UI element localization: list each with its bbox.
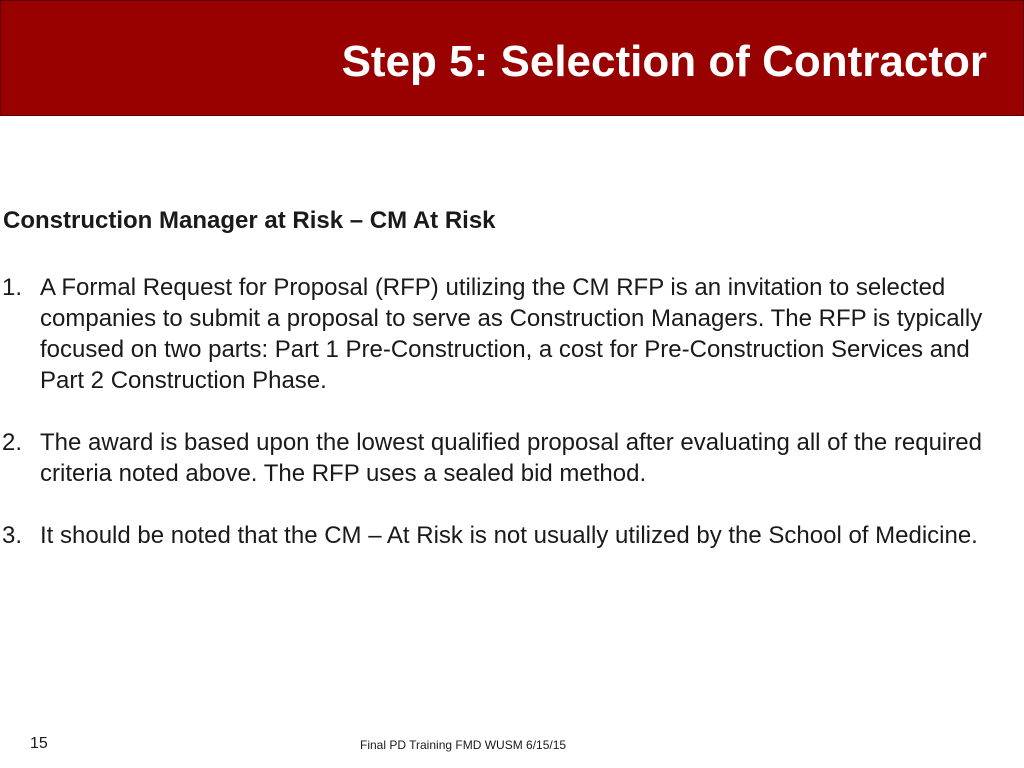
list-item-text: It should be noted that the CM – At Risk is not usually utilized by the School of Medicine. bbox=[40, 522, 978, 549]
numbered-list bbox=[0, 272, 1020, 582]
list-item-number: 2. bbox=[2, 429, 23, 456]
slide-title: Step 5: Selection of Contractor bbox=[341, 37, 987, 86]
section-heading: Construction Manager at Risk – CM At Risk bbox=[3, 207, 496, 234]
list-item-number: 3. bbox=[2, 522, 23, 549]
footer-text: Final PD Training FMD WUSM 6/15/15 bbox=[360, 738, 567, 752]
title-bar bbox=[0, 0, 1024, 116]
list-item-number: 1. bbox=[2, 274, 23, 301]
list-item bbox=[0, 520, 1020, 551]
slide-number: 15 bbox=[30, 735, 48, 752]
list-item bbox=[0, 272, 1020, 396]
list-item bbox=[0, 427, 1020, 489]
list-item-text: The award is based upon the lowest qualified proposal after evaluating all of the required criteria noted above. The RFP uses a sealed bid method. bbox=[40, 429, 982, 487]
list-item-text: A Formal Request for Proposal (RFP) utilizing the CM RFP is an invitation to selected companies to submit a proposal to serve as Construction Managers. The RFP is typically focused on two parts: Part 1 Pre-Construction, a cost for Pre-Construction Services and Part 2 Construction Phase. bbox=[40, 274, 983, 394]
